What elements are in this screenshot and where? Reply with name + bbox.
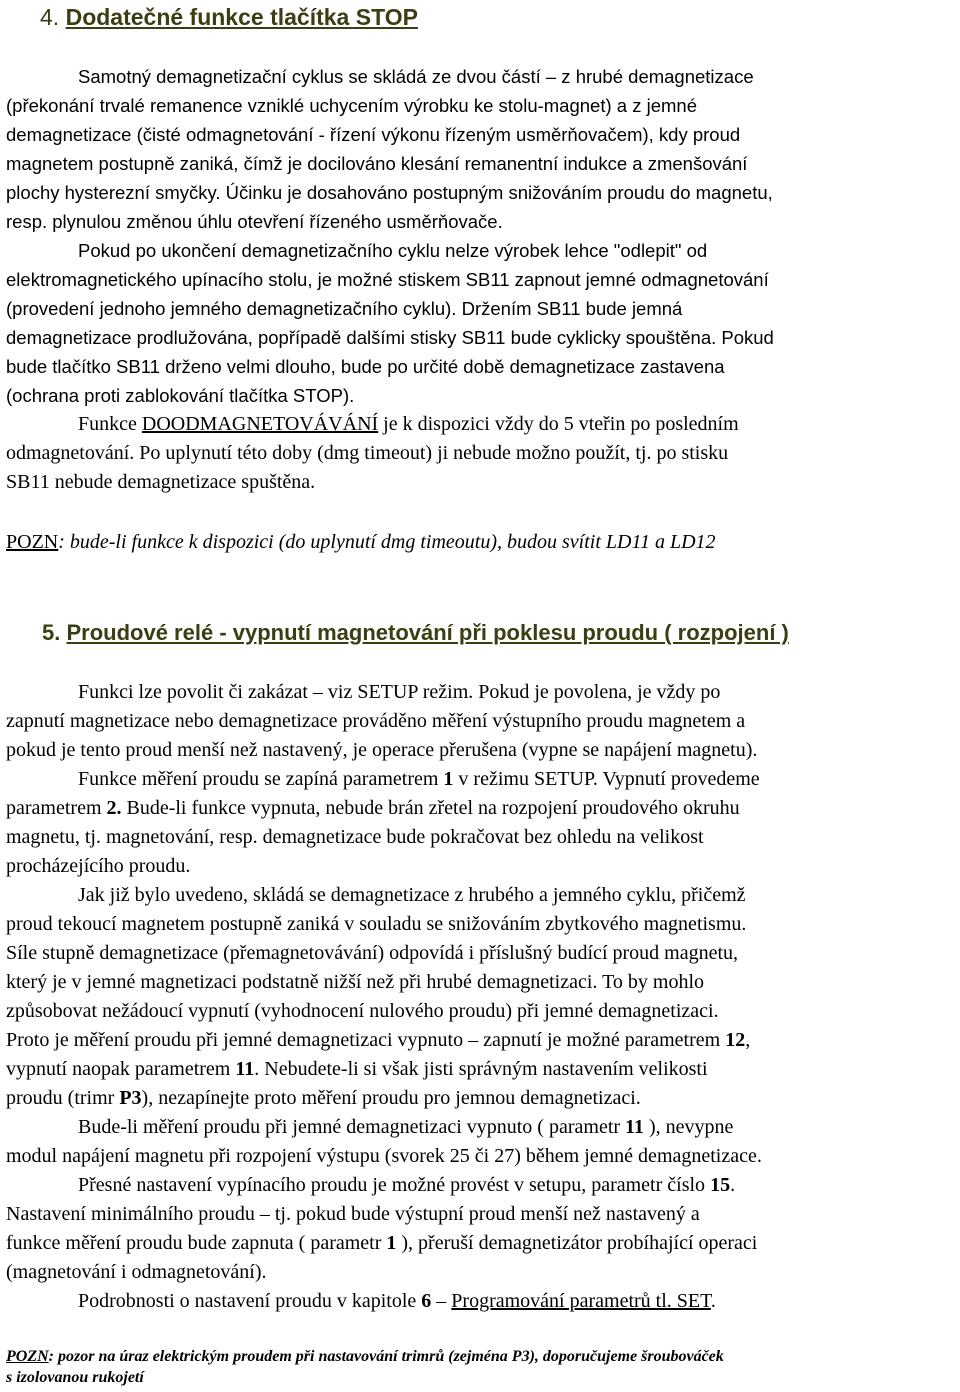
bold-value: 1 [443,768,454,790]
s4-p1-line-6: resp. plynulou změnou úhlu otevření řízeného usměrňovače. [6,211,503,232]
s5-line-21 [6,1258,266,1287]
s5-line-16 [78,1113,733,1142]
s5-text-segment: Jak již bylo uvedeno, skládá se demagnetizace z hrubého a jemného cyklu, přičemž [78,884,746,906]
s4-p1-line-1: Samotný demagnetizační cyklus se skládá ze dvou částí – z hrubé demagnetizace [78,66,754,87]
s5-text-segment: vypnutí naopak parametrem [6,1058,236,1080]
s4-p2-line-4: demagnetizace prodlužována, popřípadě dalšími stisky SB11 bude cyklicky spouštěna. Pokud [6,327,774,348]
s5-text-segment: . Nebudete-li si však jisti správným nastavením velikosti [254,1058,708,1080]
s5-note-text: : pozor na úraz elektrickým proudem při nastavování trimrů (zejména P3), doporučujeme šroubováček [48,1348,724,1365]
programovani-parametru-link[interactable]: Programování parametrů tl. SET [451,1290,711,1312]
s5-text-segment: proudu (trimr [6,1087,120,1109]
section-4-number: 4. [40,4,60,30]
bold-value: 12 [725,1029,746,1051]
s5-line-10 [6,939,738,968]
s5-line-1 [78,678,720,707]
s5-text-segment: (magnetování i odmagnetování). [6,1261,267,1283]
s5-text-segment: ), nevypne [643,1116,734,1138]
s5-text-segment: způsobovat nežádoucí vypnutí (vyhodnocení nulového proudu) při jemné demagnetizaci. [6,1000,719,1022]
s5-line-4 [78,765,760,794]
s5-text-segment: Bude-li funkce vypnuta, nebude brán zřetel na rozpojení proudového okruhu [121,797,740,819]
s5-text-segment: proud tekoucí magnetem postupně zaniká v souladu se snižováním zbytkového magnetismu. [6,913,747,935]
s5-line-13 [6,1026,750,1055]
s4-p1-line-3: demagnetizace (čisté odmagnetování - řízení výkonu řízeným usměrňovačem), kdy proud [6,124,741,145]
s4-note-text: : bude-li funkce k dispozici (do uplynutí dmg timeoutu), budou svítit LD11 a LD12 [58,531,716,553]
s5-text-segment: který je v jemné magnetizaci podstatně nižší než při hrubé demagnetizaci. To by mohlo [6,971,704,993]
s5-text-segment: pokud je tento proud menší než nastavený, je operace přerušena (vypne se napájení magnetu). [6,739,758,761]
s5-note-label: POZN [6,1348,49,1365]
bold-value: 1 [386,1232,397,1254]
s4-p3-line-3: SB11 nebude demagnetizace spuštěna. [6,471,316,493]
s5-text-segment: Síle stupně demagnetizace (přemagnetovávání) odpovídá i příslušný budící proud magnetu, [6,942,739,964]
s5-text-segment: , [745,1029,751,1051]
s4-p1-line-2: (překonání trvalé remanence vzniklé uchycením výrobku ke stolu-magnet) a z jemné [6,95,697,116]
s5-text-segment: Přesné nastavení vypínacího proudu je možné provést v setupu, parametr číslo [78,1174,711,1196]
s4-p1-line-4: magnetem postupně zaniká, čímž je docilováno klesání remanentní indukce a zmenšování [6,153,748,174]
s5-line-20 [6,1229,757,1258]
s5-text-segment: Funkce měření proudu se zapíná parametrem [78,768,444,790]
s5-line-14 [6,1055,708,1084]
s4-p3-line-2: odmagnetování. Po uplynutí této doby (dmg timeout) ji nebude možno použít, tj. po stisku [6,442,729,464]
s5-line-15 [6,1084,641,1113]
s5-note-line-2: s izolovanou rukojetí [6,1369,144,1386]
s5-line-7 [6,852,190,881]
s5-line-9 [6,910,746,939]
s5-line-19 [6,1200,700,1229]
s5-line-8 [78,881,746,910]
s5-line-2 [6,707,745,736]
s5-text-segment: magnetu, tj. magnetování, resp. demagnetizace bude pokračovat bez ohledu na velikost [6,826,704,848]
s5-text-segment: Proto je měření proudu při jemné demagnetizaci vypnuto – zapnutí je možné parametrem [6,1029,726,1051]
s4-p1-line-5: plochy hysterezní smyčky. Účinku je dosahováno postupným snižováním proudu do magnetu, [6,182,773,203]
s5-text-segment: funkce měření proudu bude zapnuta ( parametr [6,1232,387,1254]
s5-note-line-1 [6,1346,724,1367]
s5-text-segment: parametrem [6,797,107,819]
s5-text-segment: Funkci lze povolit či zakázat – viz SETUP režim. Pokud je povolena, je vždy po [78,681,721,703]
s5-text-segment: ), nezapínejte proto měření proudu pro jemnou demagnetizaci. [141,1087,641,1109]
s4-note-label: POZN [6,531,59,553]
s5-line-12 [6,997,719,1026]
s5-text-segment: zapnutí magnetizace nebo demagnetizace prováděno měření výstupního proudu magnetem a [6,710,746,732]
section-5-title: Proudové relé - vypnutí magnetování při poklesu proudu ( rozpojení ) [66,620,789,645]
section-5-number: 5. [42,620,61,645]
s5-line-6 [6,823,704,852]
s5-text-segment: . [710,1290,716,1312]
s5-text-segment: Podrobnosti o nastavení proudu v kapitole [78,1290,422,1312]
bold-value: 6 [421,1290,432,1312]
s5-text-segment: procházejícího proudu. [6,855,191,877]
s5-line-11 [6,968,704,997]
doodmagnetovavani-link[interactable]: DOODMAGNETOVÁVÁNÍ [141,413,379,435]
section-4-title: Dodatečné funkce tlačítka STOP [65,4,418,30]
s4-p2-line-6: (ochrana proti zablokování tlačítka STOP). [6,385,355,406]
s5-text-segment: . [730,1174,736,1196]
s4-p3-post: je k dispozici vždy do 5 vteřin po posledním [378,413,739,435]
bold-value: 15 [710,1174,731,1196]
s5-text-segment: Bude-li měření proudu při jemné demagnetizaci vypnuto ( parametr [78,1116,626,1138]
s5-line-18 [78,1171,735,1200]
s5-text-segment: – [431,1290,452,1312]
s5-text-segment: v režimu SETUP. Vypnutí provedeme [453,768,760,790]
s5-text-segment: modul napájení magnetu při rozpojení výstupu (svorek 25 či 27) během jemné demagnetizace. [6,1145,762,1167]
bold-value: P3 [119,1087,142,1109]
s4-p2-line-1: Pokud po ukončení demagnetizačního cyklu nelze výrobek lehce "odlepit" od [78,240,708,261]
s5-line-17 [6,1142,762,1171]
bold-value: 11 [235,1058,255,1080]
bold-value: 2. [106,797,122,819]
bold-value: 11 [625,1116,644,1138]
s5-text-segment: ), přeruší demagnetizátor probíhající operaci [396,1232,758,1254]
s5-line-3 [6,736,757,765]
s4-p2-line-2: elektromagnetického upínacího stolu, je možné stiskem SB11 zapnout jemné odmagnetování [6,269,769,290]
s4-p3-line-1 [78,410,739,439]
s4-p3-pre: Funkce [78,413,142,435]
s4-p2-line-5: bude tlačítko SB11 drženo velmi dlouho, bude po určité době demagnetizace zastavena [6,356,725,377]
s5-line-5 [6,794,740,823]
s5-text-segment: Nastavení minimálního proudu – tj. pokud bude výstupní proud menší než nastavený a [6,1203,700,1225]
s4-note [6,528,716,557]
section-5-heading [42,620,789,646]
s4-p2-line-3: (provedení jednoho jemného demagnetizačního cyklu). Držením SB11 bude jemná [6,298,683,319]
section-4-heading [40,4,418,31]
s5-line-22 [78,1287,716,1316]
